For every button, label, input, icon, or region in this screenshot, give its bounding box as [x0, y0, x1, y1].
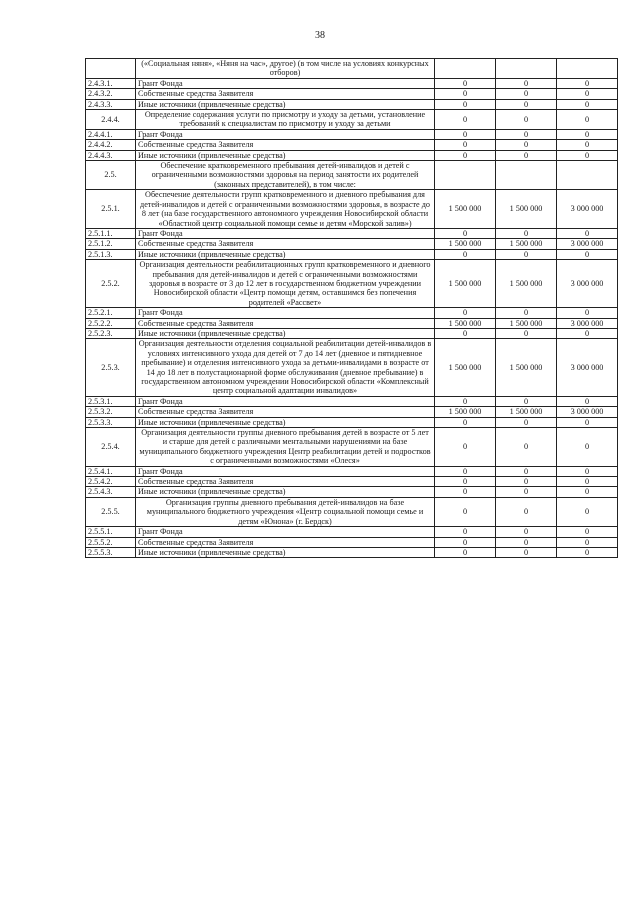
row-name: Собственные средства Заявителя: [136, 318, 435, 328]
row-name: Грант Фонда: [136, 308, 435, 318]
row-value-3: 0: [557, 78, 618, 88]
budget-table: [85, 58, 618, 558]
row-code: 2.5.1.1.: [86, 228, 136, 238]
row-value-2: 0: [496, 228, 557, 238]
table-row: [86, 249, 618, 259]
row-value-3: 0: [557, 140, 618, 150]
row-value-3: 0: [557, 328, 618, 338]
row-value-2: 1 500 000: [496, 339, 557, 396]
row-code: 2.5.4.: [86, 428, 136, 467]
table-row: [86, 466, 618, 476]
row-code: 2.5.3.: [86, 339, 136, 396]
row-value-1: 0: [435, 228, 496, 238]
row-name: Собственные средства Заявителя: [136, 537, 435, 547]
row-value-2: 0: [496, 89, 557, 99]
row-value-3: 0: [557, 308, 618, 318]
table-row: [86, 318, 618, 328]
row-name: Собственные средства Заявителя: [136, 407, 435, 417]
row-value-3: 3 000 000: [557, 190, 618, 229]
row-value-1: 0: [435, 487, 496, 497]
table-row: [86, 140, 618, 150]
row-value-1: 0: [435, 466, 496, 476]
row-code: 2.4.4.1.: [86, 129, 136, 139]
row-code: 2.5.2.3.: [86, 328, 136, 338]
row-value-3: 0: [557, 110, 618, 130]
row-value-3: [557, 59, 618, 79]
row-value-2: 0: [496, 487, 557, 497]
row-value-1: 0: [435, 527, 496, 537]
row-value-1: 1 500 000: [435, 407, 496, 417]
row-value-2: 0: [496, 537, 557, 547]
row-value-2: 0: [496, 78, 557, 88]
row-value-2: 0: [496, 129, 557, 139]
row-value-2: 0: [496, 428, 557, 467]
page-number: 38: [315, 30, 325, 41]
row-value-3: 0: [557, 396, 618, 406]
row-value-1: 0: [435, 140, 496, 150]
row-name: Иные источники (привлеченные средства): [136, 487, 435, 497]
row-code: 2.5.5.3.: [86, 547, 136, 557]
table-row-section: [86, 497, 618, 526]
row-name: Иные источники (привлеченные средства): [136, 417, 435, 427]
row-value-2: [496, 59, 557, 79]
row-value-2: 0: [496, 547, 557, 557]
row-name: Обеспечение кратковременного пребывания детей-инвалидов и детей с ограниченными возможностями здоровья на период занятости их родителей (законных представителей), в том числе:: [136, 161, 435, 190]
row-value-1: 0: [435, 537, 496, 547]
row-value-2: 0: [496, 396, 557, 406]
row-value-1: [435, 59, 496, 79]
row-code: 2.5.3.3.: [86, 417, 136, 427]
row-name: Иные источники (привлеченные средства): [136, 249, 435, 259]
row-name: Грант Фонда: [136, 78, 435, 88]
row-value-3: 0: [557, 527, 618, 537]
row-value-2: 0: [496, 477, 557, 487]
row-code: 2.4.4.3.: [86, 150, 136, 160]
row-code: 2.5.2.2.: [86, 318, 136, 328]
row-name: Грант Фонда: [136, 396, 435, 406]
row-value-3: 0: [557, 477, 618, 487]
table-row: [86, 537, 618, 547]
row-name: Иные источники (привлеченные средства): [136, 99, 435, 109]
row-value-3: 3 000 000: [557, 318, 618, 328]
table-row: [86, 487, 618, 497]
table-row: [86, 308, 618, 318]
table-row: [86, 228, 618, 238]
budget-table-body: [86, 59, 618, 558]
row-value-1: 0: [435, 547, 496, 557]
row-value-2: 0: [496, 466, 557, 476]
table-row: [86, 78, 618, 88]
row-value-3: 0: [557, 428, 618, 467]
table-row: [86, 396, 618, 406]
row-name: Грант Фонда: [136, 228, 435, 238]
row-value-3: 3 000 000: [557, 339, 618, 396]
row-value-2: 0: [496, 328, 557, 338]
row-value-3: 0: [557, 129, 618, 139]
row-name: Собственные средства Заявителя: [136, 89, 435, 99]
row-value-3: 0: [557, 547, 618, 557]
row-value-1: 1 500 000: [435, 339, 496, 396]
row-value-1: [435, 161, 496, 190]
row-value-3: [557, 161, 618, 190]
row-code: 2.5.1.2.: [86, 239, 136, 249]
row-value-3: 0: [557, 417, 618, 427]
row-value-1: 0: [435, 110, 496, 130]
row-value-2: 0: [496, 110, 557, 130]
table-row-section: [86, 190, 618, 229]
row-value-3: 0: [557, 228, 618, 238]
row-value-2: 1 500 000: [496, 407, 557, 417]
row-name: Иные источники (привлеченные средства): [136, 150, 435, 160]
row-name: Организация группы дневного пребывания детей-инвалидов на базе муниципального бюджетного учреждения «Центр социальной помощи семье и детям «Юнона» (г. Бердск): [136, 497, 435, 526]
row-code: 2.5.5.1.: [86, 527, 136, 537]
row-value-1: 0: [435, 150, 496, 160]
row-code: [86, 59, 136, 79]
table-row: [86, 547, 618, 557]
row-code: 2.4.3.1.: [86, 78, 136, 88]
row-name: Организация деятельности реабилитационных групп кратковременного и дневного пребывания для детей-инвалидов и детей с ограниченными возможностями здоровья в возрасте от 3 до 12 лет в государственном бюджетном учреждении Новосибирской области «Центр помощи детям, оставшимся без попечения родителей «Рассвет»: [136, 260, 435, 308]
row-name: Собственные средства Заявителя: [136, 477, 435, 487]
row-value-2: 0: [496, 417, 557, 427]
row-code: 2.5.4.1.: [86, 466, 136, 476]
row-value-2: 0: [496, 308, 557, 318]
row-value-2: 0: [496, 150, 557, 160]
row-value-3: 0: [557, 249, 618, 259]
row-value-1: 0: [435, 428, 496, 467]
row-value-2: 0: [496, 527, 557, 537]
row-value-3: 0: [557, 89, 618, 99]
row-value-1: 0: [435, 78, 496, 88]
row-value-3: 3 000 000: [557, 260, 618, 308]
row-value-3: 3 000 000: [557, 407, 618, 417]
row-code: 2.5.1.: [86, 190, 136, 229]
row-code: 2.4.4.2.: [86, 140, 136, 150]
row-name: Организация деятельности отделения социальной реабилитации детей-инвалидов в условиях интенсивного ухода для детей от 7 до 14 лет (дневное и пятидневное пребывание) и отделения интенсивного ухода за детьми-инвалидами в возрасте от 14 до 18 лет в полустационарной форме обслуживания (дневное пребывание) в государственном автономном учреждении Новосибирской области «Комплексный центр социальной адаптации инвалидов»: [136, 339, 435, 396]
row-code: 2.5.2.1.: [86, 308, 136, 318]
row-value-1: 1 500 000: [435, 260, 496, 308]
row-code: 2.5.: [86, 161, 136, 190]
table-row-section: [86, 428, 618, 467]
row-value-1: 0: [435, 308, 496, 318]
row-value-3: 0: [557, 150, 618, 160]
row-value-1: 0: [435, 477, 496, 487]
row-value-2: 1 500 000: [496, 239, 557, 249]
row-value-3: 0: [557, 537, 618, 547]
table-row: [86, 417, 618, 427]
row-value-2: 0: [496, 140, 557, 150]
row-name: Грант Фонда: [136, 129, 435, 139]
row-value-2: [496, 161, 557, 190]
row-code: 2.4.4.: [86, 110, 136, 130]
table-row-section: [86, 339, 618, 396]
row-name: Грант Фонда: [136, 466, 435, 476]
row-name: Собственные средства Заявителя: [136, 239, 435, 249]
row-value-1: 0: [435, 129, 496, 139]
row-code: 2.5.2.: [86, 260, 136, 308]
table-row: [86, 328, 618, 338]
row-value-1: 0: [435, 396, 496, 406]
table-row: [86, 59, 618, 79]
row-value-2: 1 500 000: [496, 260, 557, 308]
row-value-3: 3 000 000: [557, 239, 618, 249]
row-code: 2.5.5.: [86, 497, 136, 526]
table-row: [86, 129, 618, 139]
row-value-2: 0: [496, 497, 557, 526]
row-code: 2.5.1.3.: [86, 249, 136, 259]
row-value-3: 0: [557, 99, 618, 109]
row-value-1: 1 500 000: [435, 239, 496, 249]
table-row-section: [86, 260, 618, 308]
row-value-2: 1 500 000: [496, 190, 557, 229]
row-name: («Социальная няня», «Няня на час», другое) (в том числе на условиях конкурсных отборов): [136, 59, 435, 79]
table-row: [86, 239, 618, 249]
row-value-1: 0: [435, 417, 496, 427]
table-row-section: [86, 110, 618, 130]
row-name: Иные источники (привлеченные средства): [136, 328, 435, 338]
row-value-1: 1 500 000: [435, 318, 496, 328]
row-code: 2.4.3.3.: [86, 99, 136, 109]
row-name: Собственные средства Заявителя: [136, 140, 435, 150]
row-value-3: 0: [557, 497, 618, 526]
row-value-2: 1 500 000: [496, 318, 557, 328]
row-code: 2.5.5.2.: [86, 537, 136, 547]
table-row: [86, 99, 618, 109]
row-value-3: 0: [557, 466, 618, 476]
row-name: Иные источники (привлеченные средства): [136, 547, 435, 557]
row-code: 2.4.3.2.: [86, 89, 136, 99]
row-value-2: 0: [496, 249, 557, 259]
row-name: Определение содержания услуги по присмотру и уходу за детьми, установление требований к специалистам по присмотру и уходу за детьми: [136, 110, 435, 130]
table-row: [86, 407, 618, 417]
table-row: [86, 150, 618, 160]
row-code: 2.5.3.2.: [86, 407, 136, 417]
row-name: Организация деятельности группы дневного пребывания детей в возрасте от 5 лет и старше для детей с различными ментальными нарушениями на базе муниципального бюджетного учреждения Центр реабилитации детей и подростков с ограниченными возможностями «Олеся»: [136, 428, 435, 467]
table-row: [86, 89, 618, 99]
row-code: 2.5.3.1.: [86, 396, 136, 406]
row-value-1: 0: [435, 497, 496, 526]
row-name: Грант Фонда: [136, 527, 435, 537]
row-value-1: 0: [435, 89, 496, 99]
row-code: 2.5.4.3.: [86, 487, 136, 497]
row-value-2: 0: [496, 99, 557, 109]
row-value-1: 0: [435, 99, 496, 109]
table-row-section: [86, 161, 618, 190]
row-code: 2.5.4.2.: [86, 477, 136, 487]
table-row: [86, 477, 618, 487]
row-name: Обеспечение деятельности групп кратковременного и дневного пребывания для детей-инвалидов и детей с ограниченными возможностями здоровья, в возрасте до 8 лет (на базе государственного автономного учреждения Новосибирской области «Областной центр социальной помощи семье и детям «Морской залив»): [136, 190, 435, 229]
row-value-1: 0: [435, 249, 496, 259]
table-row: [86, 527, 618, 537]
row-value-3: 0: [557, 487, 618, 497]
row-value-1: 1 500 000: [435, 190, 496, 229]
row-value-1: 0: [435, 328, 496, 338]
